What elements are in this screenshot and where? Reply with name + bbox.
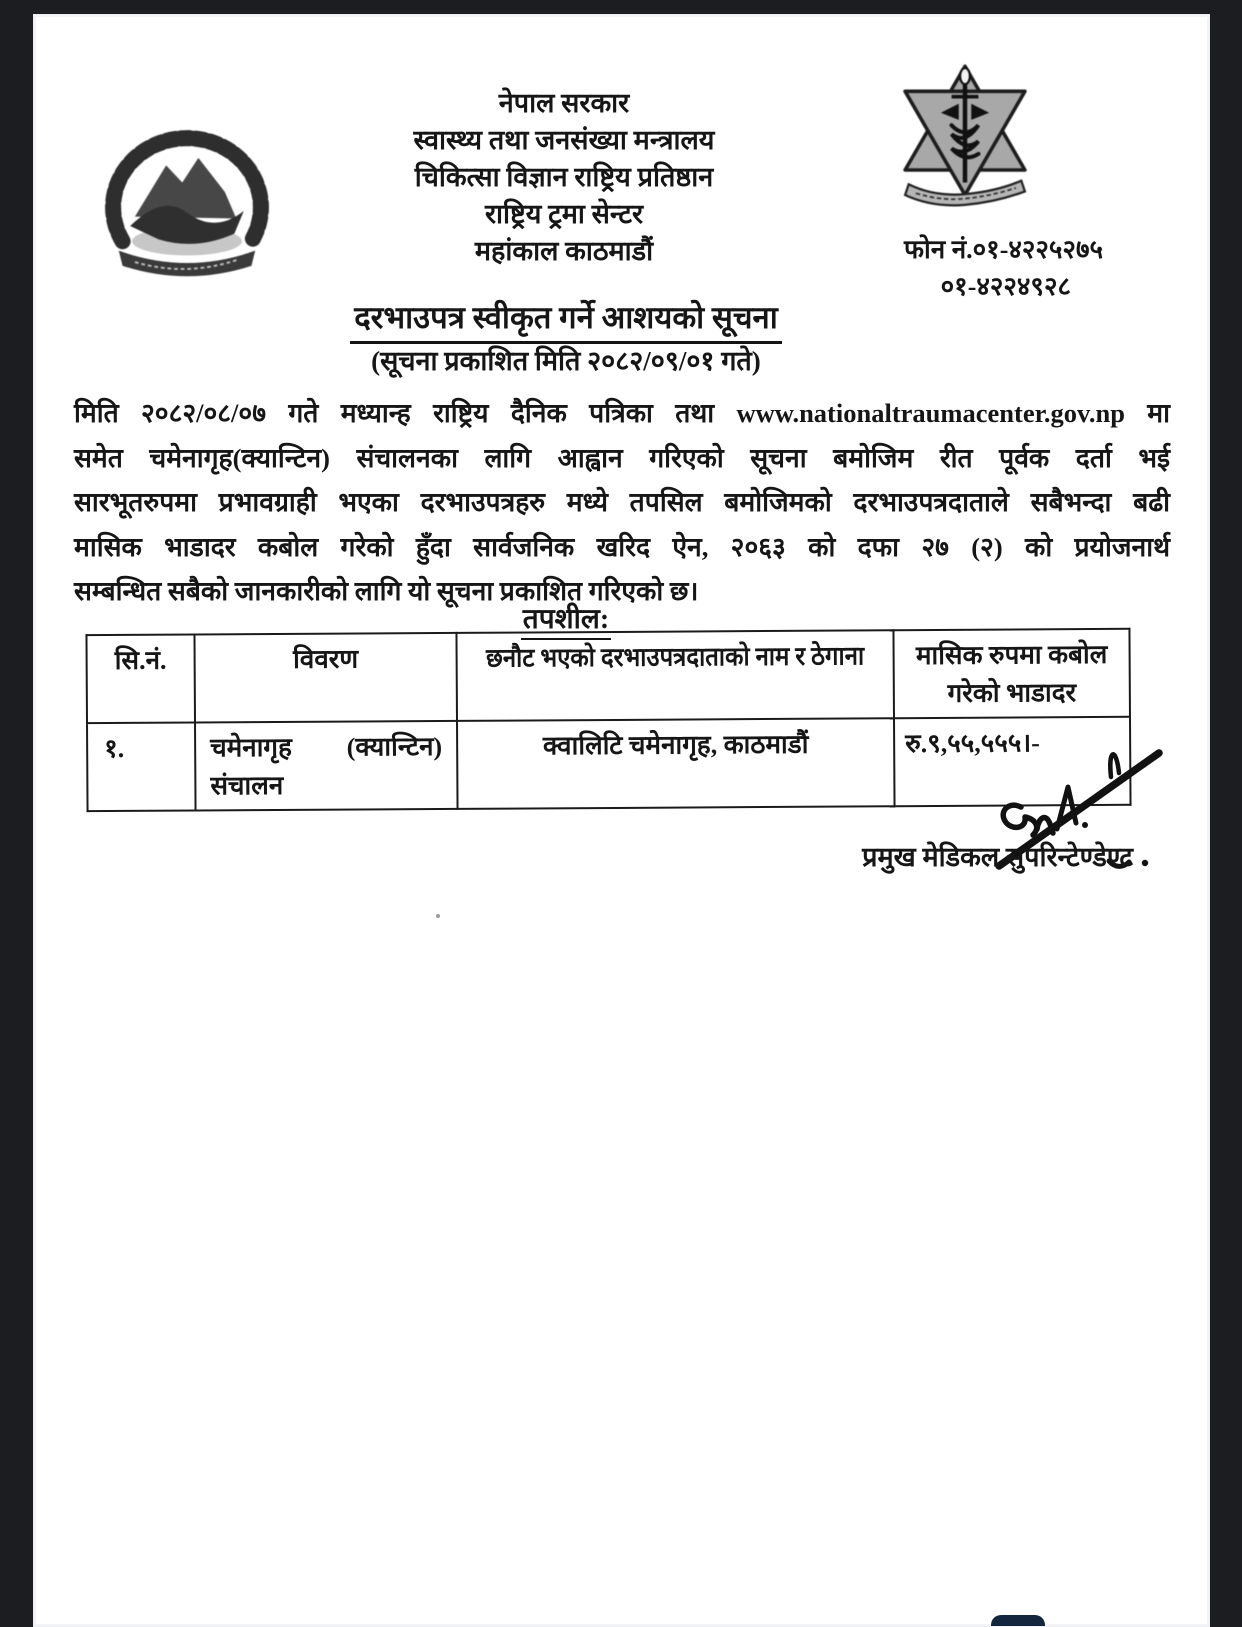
org-line-government: नेपाल सरकार: [498, 88, 630, 118]
scanned-notice-page: [33, 14, 1210, 1627]
cell-monthly-rate: रु.९,५५,५५५।-: [894, 717, 1131, 806]
phone-number-1: फोन नं.०१-४२२५२७५: [904, 235, 1103, 264]
cell-selected-bidder: क्वालिटि चमेनागृह, काठमाडौं: [457, 718, 895, 809]
table-header-row: [86, 629, 1130, 723]
details-heading: तपशील:: [521, 599, 611, 640]
publish-date-line: (सूचना प्रकाशित मिति २०८२/०९/०१ गते): [371, 346, 761, 376]
phone-number-2: ०१-४२२४९२८: [940, 272, 1071, 301]
bottom-cutoff-button[interactable]: [991, 1615, 1045, 1626]
notice-title-wrap: [34, 296, 1098, 344]
cell-sn: १.: [87, 723, 196, 812]
org-line-address: महांकाल काठमाडौं: [474, 236, 654, 266]
body-line: सम्बन्धित सबैको जानकारीको लागि यो सूचना प्रकाशित गरिएको छ।: [74, 576, 699, 606]
cell-description: चमेनागृह (क्यान्टिन) संचालन: [195, 721, 458, 811]
header-selected-bidder-text: छनौट भएको दरभाउपत्रदाताको नाम र ठेगाना: [485, 641, 865, 673]
body-line: मासिक भाडादर कबोल गरेको हुँदा सार्वजनिक खरिद ऐन, २०६३ को दफा २७ (२) को प्रयोजनार्थ: [74, 531, 1170, 562]
org-line-ministry: स्वास्थ्य तथा जनसंख्या मन्त्रालय: [413, 125, 715, 155]
trauma-center-star-caduceus-icon: [889, 63, 1041, 209]
header-sn: सि.नं.: [86, 635, 195, 724]
phone-block: [904, 231, 1103, 305]
notice-title: दरभाउपत्र स्वीकृत गर्ने आशयको सूचना: [350, 296, 782, 344]
org-line-academy: चिकित्सा विज्ञान राष्ट्रिय प्रतिष्ठान: [414, 162, 714, 192]
header-description: विवरण: [194, 633, 457, 723]
body-line: सारभूतरुपमा प्रभावग्राही भएका दरभाउपत्रहरु मध्ये तपसिल बमोजिमको दरभाउपत्रदाताले सबैभन्दा बढी: [74, 487, 1170, 517]
body-line: मिति २०८२/०८/०७ गते मध्यान्ह राष्ट्रिय दैनिक पत्रिका तथा www.nationaltraumacenter.gov.np मा: [74, 398, 1170, 428]
header-monthly-rate: मासिक रुपमा कबोल गरेको भाडादर: [893, 629, 1130, 718]
signatory-title: प्रमुख मेडिकल सुपरिन्टेण्डेण्ट: [862, 842, 1133, 872]
header-selected-bidder: [456, 630, 894, 721]
org-line-center: राष्ट्रिय ट्रमा सेन्टर: [484, 199, 644, 229]
scan-artifact-dot: [436, 914, 440, 918]
body-line: समेत चमेनागृह(क्यान्टिन) संचालनका लागि आह्वान गरिएको सूचना बमोजिम रीत पूर्वक दर्ता भई: [74, 442, 1170, 473]
notice-body: [74, 391, 1170, 614]
